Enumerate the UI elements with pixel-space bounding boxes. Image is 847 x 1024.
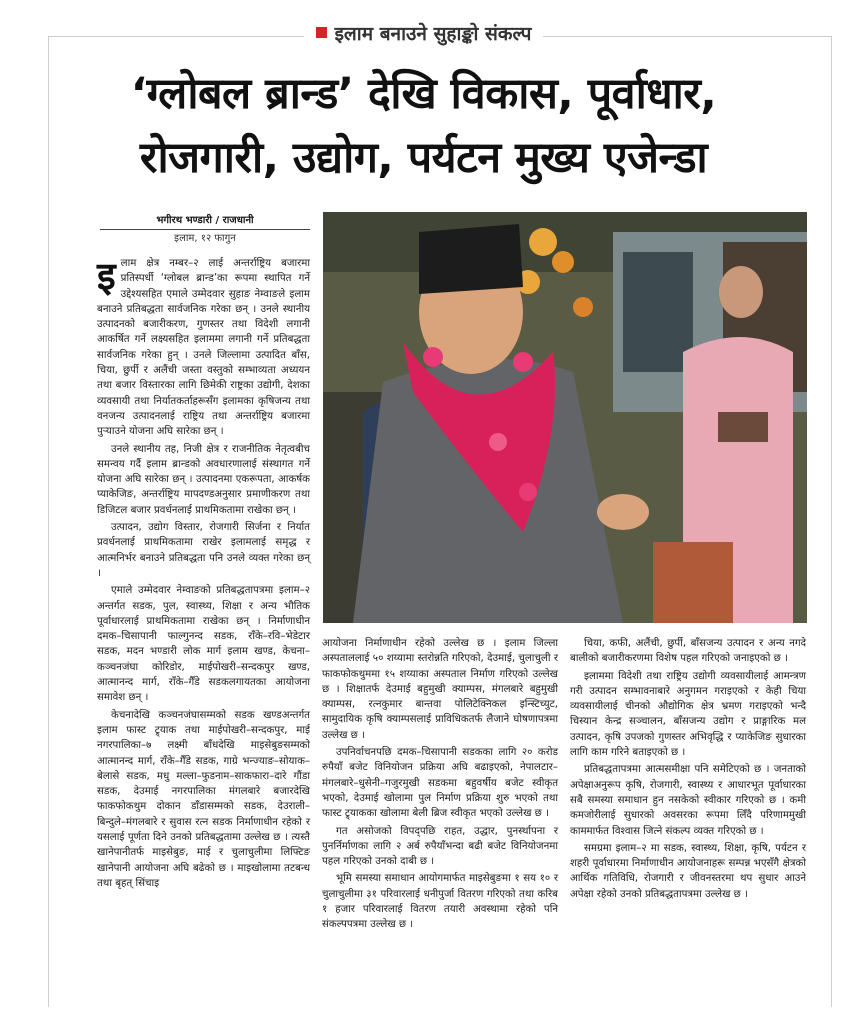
article-column-3 [570,636,806,904]
photo-illustration [323,212,807,623]
headline-line-1: ‘ग्लोबल ब्रान्ड’ देखि विकास, पूर्वाधार, [130,69,717,119]
kicker-label [304,20,544,46]
article-column-2 [322,636,558,935]
drop-cap: इ [97,254,116,298]
paragraph: चिया, कफी, अलैंची, छुर्पी, बाँसजन्य उत्पादन र अन्य नगदे बालीको बजारीकरणमा विशेष पहल गरिएको जनाइएको छ । [570,638,806,665]
paragraph: प्रतिबद्धतापत्रमा आत्मसमीक्षा पनि समेटिएको छ । जनताको अपेक्षाअनुरूप कृषि, रोजगारी, स्वास्थ्य र आधारभूत पूर्वाधारका सबै समस्या समाधान हुन नसकेको स्वीकार गरिएको छ । कमी कमजोरीलाई सुधारको अवसरका रूपमा लिँदै परिणाममुखी काममार्फत विश्वास जित्ने संकल्प व्यक्त गरिएको छ । [570,764,806,837]
byline-author: भगीरथ भण्डारी / राजधानी [100,214,310,230]
headline [40,62,807,190]
paragraph: उत्पादन, उद्योग विस्तार, रोजगारी सिर्जना र निर्यात प्रवर्धनलाई प्राथमिकतामा राखेर इलामलाई समृद्ध र आत्मनिर्भर बनाउने प्रतिबद्धता पनि उनले व्यक्त गरेका छन् । [97,522,310,579]
paragraph: केचनादेखि कञ्चनजंघासम्मको सडक खण्डअन्तर्गत इलाम फास्ट ट्र्याक तथा माईपोखरी–सन्दकपुर, माई नगरपालिका–७ लक्ष्मी बाँधदेखि माइसेबुङसम्मको आत्मानन्द मार्ग, राँके–गैँडे सडक, गाग्रे भन्ज्याङ–सोयाक–बेलासे सडक, मधु मल्ला–फुडनाम–साकफारा–दारे गौंडा सडक, देउमाई नगरपालिका मंगलबारे बजारदेखि फाकफोकथुम दोकान डाँडासम्मको सडक, देउराली–बिन्दुले–मंगलबारे र सुवास रत्न सडक निर्माणाधीन रहेको र यसलाई पूर्णता दिने उनको प्रतिबद्धतामा उल्लेख छ । त्यस्तै खानेपानीतर्फ माइसेबुङ, माई र चुलाचुलीमा लिफ्टिङ खानेपानी आयोजना अघि बढेको छ । माइखोलामा तटबन्ध तथा बृहत् सिंचाइ [97,709,310,889]
red-square-icon [316,27,327,38]
headline-line-2: रोजगारी, उद्योग, पर्यटन मुख्य एजेन्डा [139,133,708,183]
byline [100,214,310,246]
paragraph: आयोजना निर्माणाधीन रहेको उल्लेख छ । इलाम जिल्ला अस्पताललाई ५० शय्यामा स्तरोन्नति गरिएको, देउमाई, चुलाचुली र फाकफोकथुममा १५ शय्याका अस्पताल निर्माण गरिएको उल्लेख छ । शिक्षातर्फ देउमाई बहुमुखी क्याम्पस, मंगलबारे बहुमुखी क्याम्पस, रत्नकुमार बान्तवा पोलिटेक्निकल इन्स्टिच्युट, सामुदायिक कृषि क्याम्पसलाई प्राविधिकतर्फ लैजाने घोषणापत्रमा उल्लेख छ । [322,638,558,741]
paragraph: गत असोजको विपद्पछि राहत, उद्धार, पुनर्स्थापना र पुनर्निर्माणका लागि २ अर्ब रुपैयाँभन्दा बढी बजेट विनियोजनमा पहल गरिएको उनको दाबी छ । [322,825,558,868]
kicker [0,20,847,46]
candidate-photo [323,212,807,623]
paragraph: लाम क्षेत्र नम्बर–२ लाई अन्तर्राष्ट्रिय बजारमा प्रतिस्पर्धी ‘ग्लोबल ब्रान्ड’का रूपमा स्थापित गर्ने उद्देश्यसहित एमाले उम्मेदवार सुहाङ नेम्वाङले इलाम बनाउने प्रतिबद्धता सार्वजनिक गरेका छन् । उनले स्थानीय उत्पादनको बजारीकरण, गुणस्तर तथा विदेशी लगानी आकर्षित गर्ने लक्ष्यसहित इलाममा लगानी गर्ने प्रतिबद्धता सार्वजनिक गरेका हुन् । उनले जिल्लामा उत्पादित बाँस, चिया, छुर्पी र अलैंची जस्ता वस्तुको सम्भाव्यता अध्ययन तथा बजार विस्तारका लागि छिमेकी राष्ट्रका उद्योगी, देशका व्यवसायी तथा निर्यातकर्ताहरूसँग इलामका कृषिजन्य तथा वनजन्य उत्पादनलाई राष्ट्रिय तथा अन्तर्राष्ट्रिय बजारमा पुऱ्याउने योजना अघि सारेका छन् । [97,258,310,438]
byline-dateline: इलाम, १२ फागुन [174,233,236,244]
paragraph: भूमि समस्या समाधान आयोगमार्फत माइसेबुङमा १ सय १० र चुलाचुलीमा ३१ परिवारलाई धनीपुर्जा वितरण गरिएको तथा करिब १ हजार परिवारलाई वितरण तयारी अवस्थामा रहेको पनि संकल्पपत्रमा उल्लेख छ । [322,873,558,931]
paragraph: उनले स्थानीय तह, निजी क्षेत्र र राजनीतिक नेतृत्वबीच समन्वय गर्दै इलाम ब्रान्डको अवधारणालाई संस्थागत गर्ने योजना अघि सारेका छन् । उत्पादनमा एकरूपता, आकर्षक प्याकेजिङ, अन्तर्राष्ट्रिय मापदण्डअनुसार प्रमाणीकरण तथा डिजिटल बजार प्रवर्धनलाई प्राथमिकतामा राखेका छन् । [97,443,310,516]
paragraph: समग्रमा इलाम–२ मा सडक, स्वास्थ्य, शिक्षा, कृषि, पर्यटन र शहरी पूर्वाधारमा निर्माणाधीन आयोजनाहरू सम्पन्न भएसँगै क्षेत्रको आर्थिक गतिविधि, रोजगारी र जीवनस्तरमा थप सुधार आउने अपेक्षा रहेको उनको प्रतिबद्धतापत्रमा उल्लेख छ । [570,842,806,900]
kicker-text: इलाम बनाउने सुहाङ्को संकल्प [334,23,532,45]
article-column-1 [97,256,310,893]
paragraph: उपनिर्वाचनपछि दमक–चिसापानी सडकका लागि २० करोड रुपैयाँ बजेट विनियोजन प्रक्रिया अघि बढाइएको, नेपालटार–मंगलबारे–धुसेनी–गजुरमुखी सडकमा बहुवर्षीय बजेट स्वीकृत भएको, देउमाई खोलामा पुल निर्माण प्रक्रिया शुरु भएको तथा फास्ट ट्र्याकका खोलामा बेली ब्रिज स्वीकृत भएको उल्लेख छ । [322,747,558,820]
paragraph: इलाममा विदेशी तथा राष्ट्रिय उद्योगी व्यवसायीलाई आमन्त्रण गरी उत्पादन सम्भावनाबारे अनुगमन गराइएको र केही चिया व्यवसायीलाई चीनको औद्योगिक क्षेत्र भ्रमण गराइएको भन्दै चिस्यान केन्द्र सञ्चालन, बाँसजन्य उद्योग र प्राङ्गारिक मल उत्पादन, कृषि उपजको गुणस्तर अभिवृद्धि र प्याकेजिङ सुधारका लागि काम गरिने बताइएको छ । [570,670,806,759]
paragraph: एमाले उम्मेदवार नेम्वाङको प्रतिबद्धतापत्रमा इलाम–२ अन्तर्गत सडक, पुल, स्वास्थ्य, शिक्षा र अन्य भौतिक पूर्वाधारलाई प्राथमिकतामा राखेका छन् । निर्माणाधीन दमक–चिसापानी फाल्गुनन्द सडक, राँके–रवि–भेडेटार सडक, मदन भण्डारी लोक मार्ग इलाम खण्ड, केचना–कञ्चनजंघा कोरिडोर, माईपोखरी–सन्दकपुर खण्ड, आत्मानन्द मार्ग, राँके–गैँडे सडकलगायतका आयोजना समावेश छन् । [97,585,310,704]
